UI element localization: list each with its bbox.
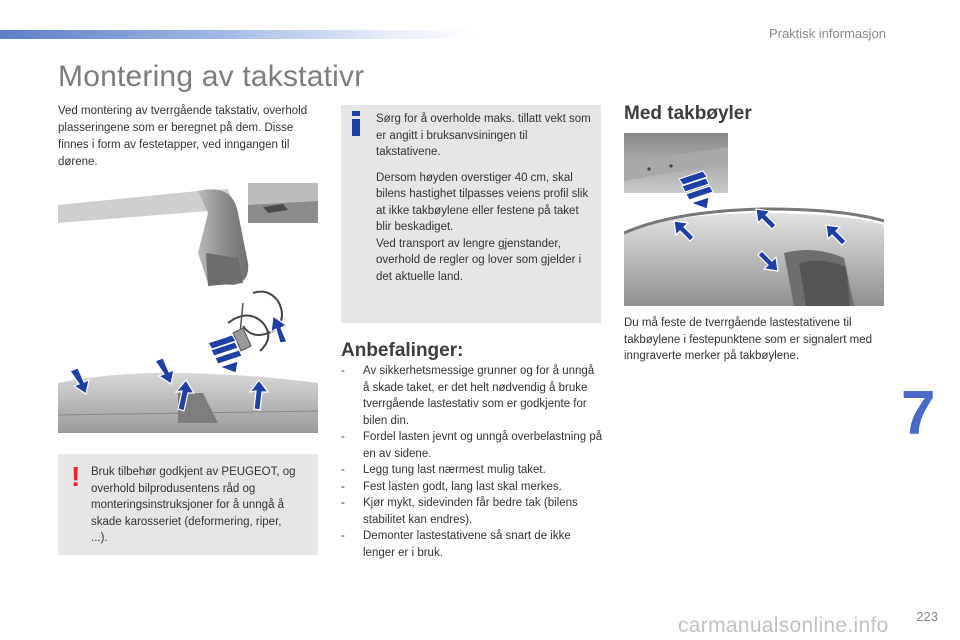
info-paragraph-weight: Sørg for å overholde maks. tillatt vekt som er angitt i bruksanvsiningen til takstativene.: [376, 113, 591, 158]
roof-rails-photo: [624, 133, 884, 306]
info-paragraph-transport: Ved transport av lengre gjenstander, overhold de regler og lover som gjelder i det aktuelle land.: [376, 237, 582, 283]
list-item: - Fest lasten godt, lang last skal merkes.: [341, 480, 562, 493]
info-box: [341, 105, 601, 323]
info-text: [376, 111, 594, 294]
info-icon: [352, 111, 360, 137]
list-item: - Legg tung last nærmest mulig taket.: [341, 464, 546, 476]
recommendations-list: [341, 363, 603, 561]
chapter-number: 7: [901, 379, 936, 448]
roof-rails-text: Du må feste de tverrgående lastestativene til takbøylene i festepunktene som er signalert med inngraverte merker på takbøylene.: [624, 317, 873, 362]
section-label: Praktisk informasjon: [768, 26, 886, 41]
recommendations-heading: Anbefalinger:: [341, 340, 464, 361]
list-item: - Kjør mykt, sidevinden får bedre tak (bilens stabilitet kan endres).: [341, 497, 578, 526]
watermark: carmanualsonline.info: [678, 614, 889, 637]
warning-box: [58, 454, 318, 555]
page-title: Montering av takstativr: [58, 60, 365, 93]
list-item: - Av sikkerhetsmessige grunner og for å unngå å skade taket, er det helt nødvendig å bruke tverrgående lastestativ som er godkjente for bilen din.: [341, 365, 595, 427]
list-item: - Demonter lastestativene så snart de ikke lenger er i bruk.: [341, 530, 571, 559]
list-item: - Fordel lasten jevnt og unngå overbelastning på en av sidene.: [341, 431, 603, 460]
roof-bar-mounting-photo: [58, 183, 318, 433]
roof-rails-heading: Med takbøyler: [624, 103, 752, 124]
header-gradient-bar: [0, 30, 480, 39]
info-paragraph-height: Dersom høyden overstiger 40 cm, skal bilens hastighet tilpasses veiens profil slik at ikke takbøylene eller festene på taket blir beskadiget.: [376, 171, 589, 233]
intro-text: Ved montering av tverrgående takstativ, overhold plasseringene som er beregnet på dem. Disse finnes i form av festetapper, ved inngangen til dørene.: [58, 105, 308, 168]
page-number: 223: [916, 609, 938, 624]
warning-text: Bruk tilbehør godkjent av PEUGEOT, og overhold bilprodusentens råd og monteringsinstruksjoner for å unngå å skade karosseriet (deformering, riper, ...).: [91, 466, 296, 544]
warning-icon: !: [71, 461, 81, 492]
